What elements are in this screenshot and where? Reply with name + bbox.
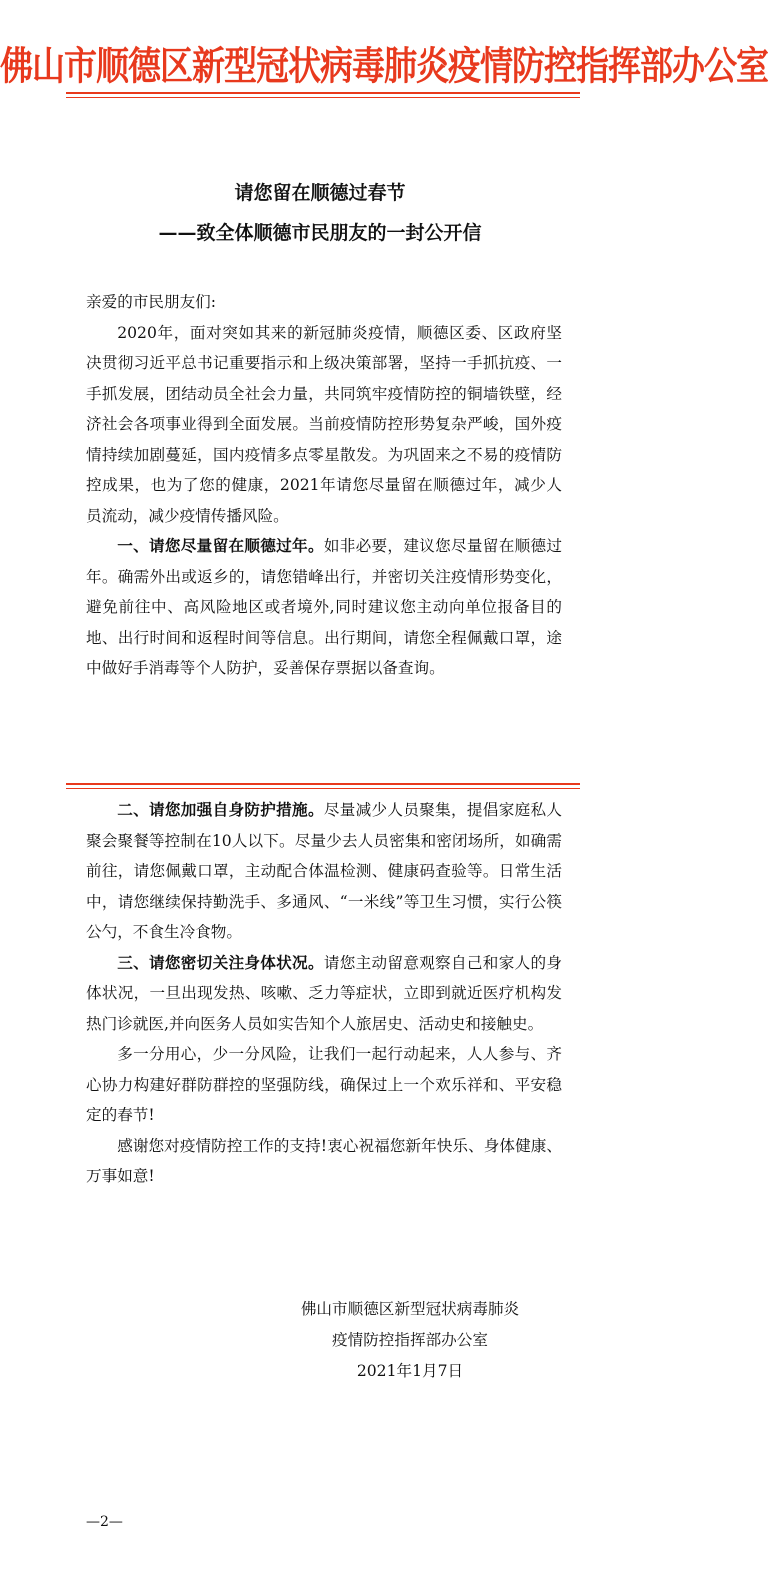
page-break-rule-thick xyxy=(66,783,580,785)
letterhead-rule-thin xyxy=(66,97,580,98)
signature-org-line1: 佛山市顺德区新型冠状病毒肺炎 xyxy=(300,1300,520,1318)
signature-date: 2021年1月7日 xyxy=(356,1362,464,1380)
letter-title: 请您留在顺德过春节 xyxy=(234,182,406,204)
letterhead-rule-thick xyxy=(66,92,580,94)
section-1-text: 如非必要，建议您尽量留在顺德过年。确需外出或返乡的，请您错峰出行，并密切关注疫情形势变化，避免前往中、高风险地区或者境外,同时建议您主动向单位报备目的地、出行时间和返程时间等信息。出行期间，请您全程佩戴口罩，途中做好手消毒等个人防护，妥善保存票据以备查询。 xyxy=(86,537,562,677)
section-3-heading: 三、请您密切关注身体状况。 xyxy=(117,953,324,972)
section-2-heading: 二、请您加强自身防护措施。 xyxy=(117,801,324,819)
paragraph-section-2 xyxy=(86,795,562,948)
signature-org-line2: 疫情防控指挥部办公室 xyxy=(332,1331,488,1349)
paragraph-intro: 2020年，面对突如其来的新冠肺炎疫情，顺德区委、区政府坚决贯彻习近平总书记重要指示和上级决策部署，坚持一手抓抗疫、一手抓发展，团结动员全社会力量，共同筑牢疫情防控的铜墙铁壁，经济社会各项事业得到全面发展。当前疫情防控形势复杂严峻，国外疫情持续加剧蔓延，国内疫情多点零星散发。为巩固来之不易的疫情防控成果，也为了您的健康，2021年请您尽量留在顺德过年，减少人员流动，减少疫情传播风险。 xyxy=(86,323,562,525)
letterhead-title: 佛山市顺德区新型冠状病毒肺炎疫情防控指挥部办公室 xyxy=(0,43,768,90)
section-1-heading: 一、请您尽量留在顺德过年。 xyxy=(117,537,324,555)
paragraph-closing: 感谢您对疫情防控工作的支持!衷心祝福您新年快乐、身体健康、万事如意! xyxy=(86,1136,562,1185)
letter-body-part2 xyxy=(86,795,562,1192)
section-3-text: 请您主动留意观察自己和家人的身体状况，一旦出现发热、咳嗽、乏力等症状，立即到就近医疗机构发热门诊就医,并向医务人员如实告知个人旅居史、活动史和接触史。 xyxy=(86,953,562,1033)
page-break-rule-thin xyxy=(66,788,580,789)
letter-body-part1 xyxy=(86,287,562,684)
paragraph-section-3 xyxy=(86,948,562,1040)
salutation: 亲爱的市民朋友们: xyxy=(86,293,217,311)
paragraph-section-1 xyxy=(86,531,562,684)
page-number: —2— xyxy=(86,1514,123,1530)
section-2-text: 尽量减少人员聚集，提倡家庭私人聚会聚餐等控制在10人以下。尽量少去人员密集和密闭场所，如确需前往，请您佩戴口罩，主动配合体温检测、健康码查验等。日常生活中，请您继续保持勤洗手、多通风、“一米线”等卫生习惯，实行公筷公勺，不食生冷食物。 xyxy=(86,801,562,941)
letter-subtitle: ——致全体顺德市民朋友的一封公开信 xyxy=(158,222,482,244)
paragraph-call-to-action: 多一分用心，少一分风险，让我们一起行动起来，人人参与、齐心协力构建好群防群控的坚强防线，确保过上一个欢乐祥和、平安稳定的春节! xyxy=(86,1045,562,1124)
